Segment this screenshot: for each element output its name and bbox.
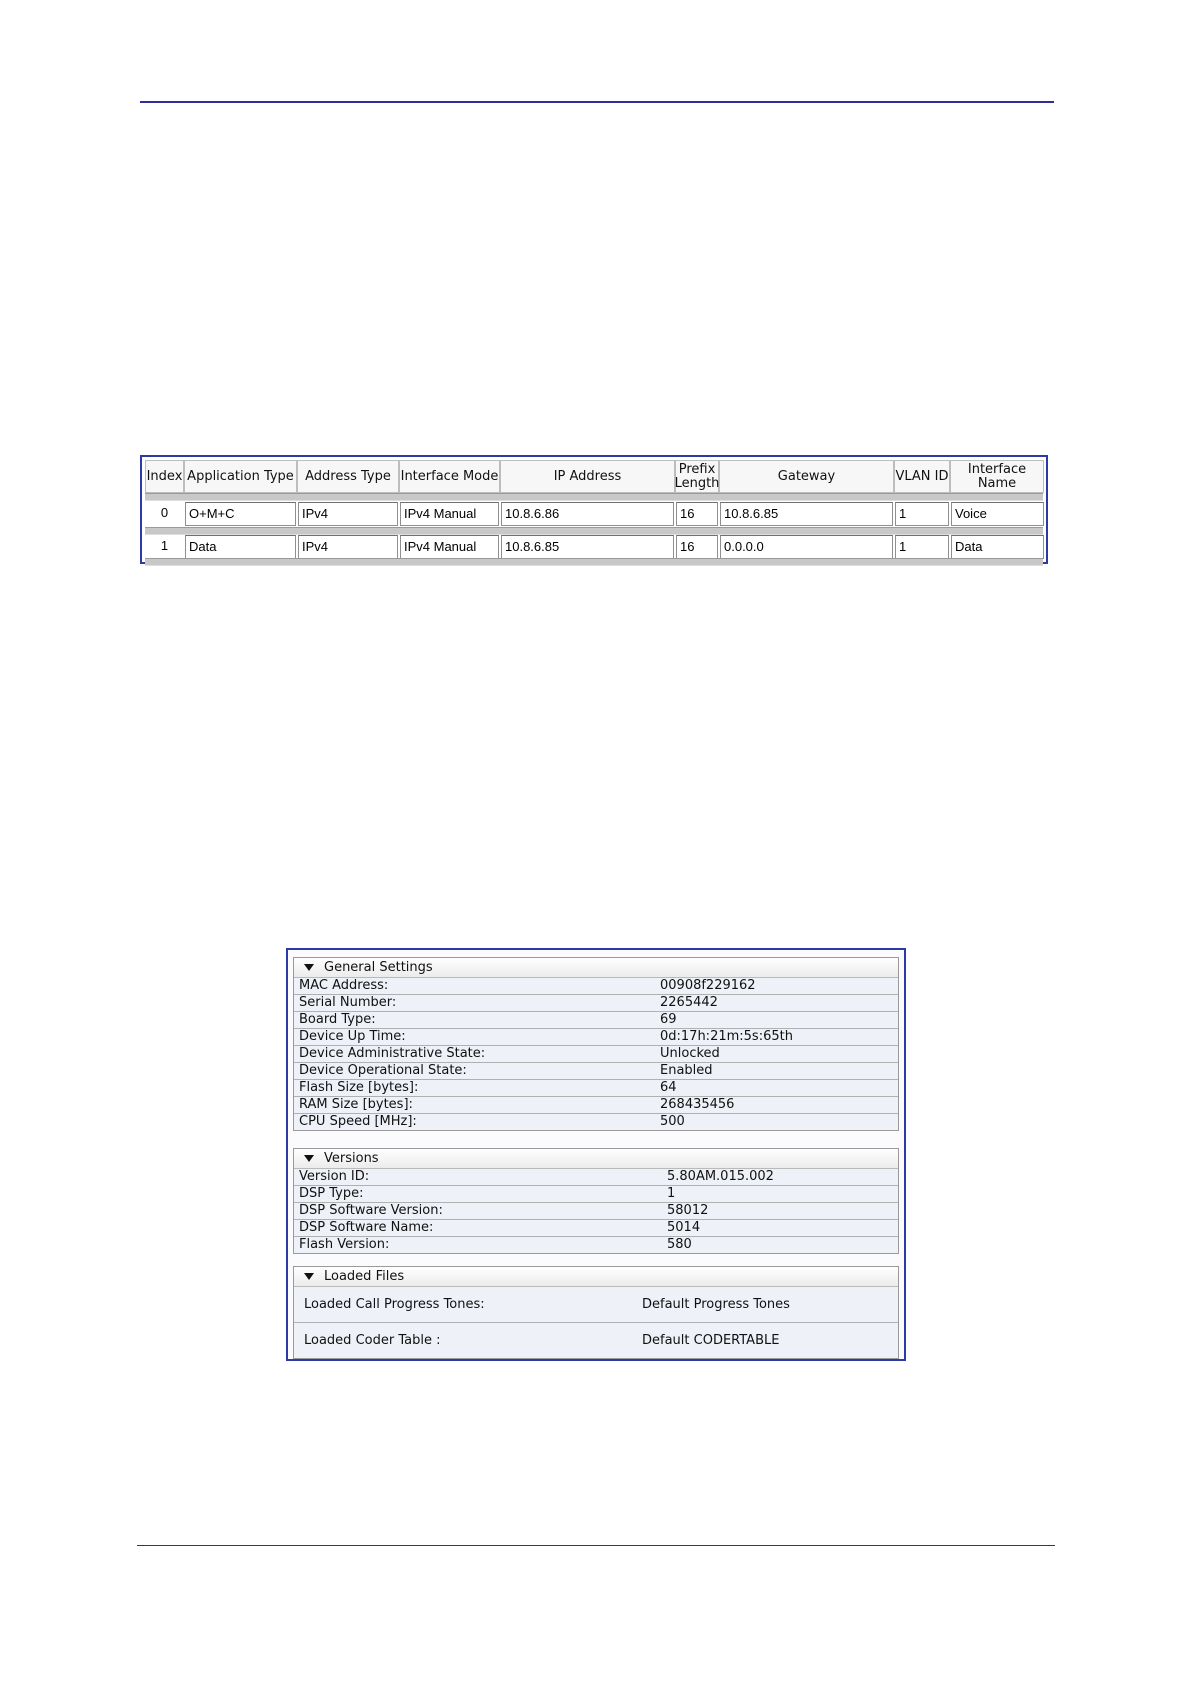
info-row-mac-address: MAC Address: 00908f229162 (294, 978, 898, 995)
col-header-address-type: Address Type (297, 460, 399, 493)
table-row (145, 502, 1043, 526)
versions-section (293, 1148, 899, 1254)
interface-mode-field[interactable]: IPv4 Manual (400, 502, 499, 526)
col-header-interface-mode: Interface Mode (399, 460, 500, 493)
general-settings-section (293, 957, 899, 1131)
col-header-ip-address: IP Address (500, 460, 675, 493)
collapse-arrow-icon[interactable] (304, 1273, 314, 1280)
row-separator (145, 558, 1043, 566)
info-row-dsp-type: DSP Type: 1 (294, 1186, 898, 1203)
address-type-field[interactable]: IPv4 (298, 502, 398, 526)
info-row-flash-size: Flash Size [bytes]: 64 (294, 1080, 898, 1097)
cell-index: 0 (160, 505, 169, 520)
info-row-call-progress-tones: Loaded Call Progress Tones: Default Progress Tones (294, 1287, 898, 1323)
gateway-field[interactable]: 0.0.0.0 (720, 535, 893, 559)
col-header-gateway: Gateway (719, 460, 894, 493)
info-row-serial-number: Serial Number: 2265442 (294, 995, 898, 1012)
row-separator (145, 493, 1043, 501)
footer-rule (137, 1545, 1055, 1546)
info-row-board-type: Board Type: 69 (294, 1012, 898, 1029)
cell-index: 1 (160, 538, 169, 553)
col-header-interface-name: Interface Name (950, 460, 1044, 493)
info-row-ram-size: RAM Size [bytes]: 268435456 (294, 1097, 898, 1114)
info-row-admin-state: Device Administrative State: Unlocked (294, 1046, 898, 1063)
info-row-dsp-software-version: DSP Software Version: 58012 (294, 1203, 898, 1220)
loaded-files-section (293, 1266, 899, 1359)
section-title: Versions (324, 1151, 379, 1166)
table-header-row (145, 460, 1043, 493)
ip-address-field[interactable]: 10.8.6.86 (501, 502, 674, 526)
info-row-dsp-software-name: DSP Software Name: 5014 (294, 1220, 898, 1237)
vlan-id-field[interactable]: 1 (895, 502, 949, 526)
col-header-index: Index (145, 460, 184, 493)
versions-header[interactable] (294, 1149, 898, 1169)
device-information-panel (286, 948, 906, 1361)
vlan-id-field[interactable]: 1 (895, 535, 949, 559)
info-row-operational-state: Device Operational State: Enabled (294, 1063, 898, 1080)
collapse-arrow-icon[interactable] (304, 1155, 314, 1162)
general-settings-header[interactable] (294, 958, 898, 978)
gateway-field[interactable]: 10.8.6.85 (720, 502, 893, 526)
section-title: General Settings (324, 960, 433, 975)
ip-interfaces-table (140, 455, 1048, 564)
ip-address-field[interactable]: 10.8.6.85 (501, 535, 674, 559)
col-header-vlan-id: VLAN ID (894, 460, 950, 493)
row-separator (145, 527, 1043, 535)
info-row-coder-table: Loaded Coder Table : Default CODERTABLE (294, 1323, 898, 1358)
application-type-field[interactable]: Data (185, 535, 296, 559)
interface-name-field[interactable]: Voice (951, 502, 1044, 526)
application-type-field[interactable]: O+M+C (185, 502, 296, 526)
info-row-device-up-time: Device Up Time: 0d:17h:21m:5s:65th (294, 1029, 898, 1046)
loaded-files-header[interactable] (294, 1267, 898, 1287)
header-rule (140, 101, 1054, 103)
info-row-flash-version: Flash Version: 580 (294, 1237, 898, 1253)
col-header-application-type: Application Type (184, 460, 297, 493)
interface-name-field[interactable]: Data (951, 535, 1044, 559)
address-type-field[interactable]: IPv4 (298, 535, 398, 559)
prefix-length-field[interactable]: 16 (676, 535, 718, 559)
info-row-cpu-speed: CPU Speed [MHz]: 500 (294, 1114, 898, 1130)
col-header-prefix-length: Prefix Length (675, 460, 719, 493)
interface-mode-field[interactable]: IPv4 Manual (400, 535, 499, 559)
prefix-length-field[interactable]: 16 (676, 502, 718, 526)
section-title: Loaded Files (324, 1269, 405, 1284)
collapse-arrow-icon[interactable] (304, 964, 314, 971)
info-row-version-id: Version ID: 5.80AM.015.002 (294, 1169, 898, 1186)
table-row (145, 535, 1043, 559)
